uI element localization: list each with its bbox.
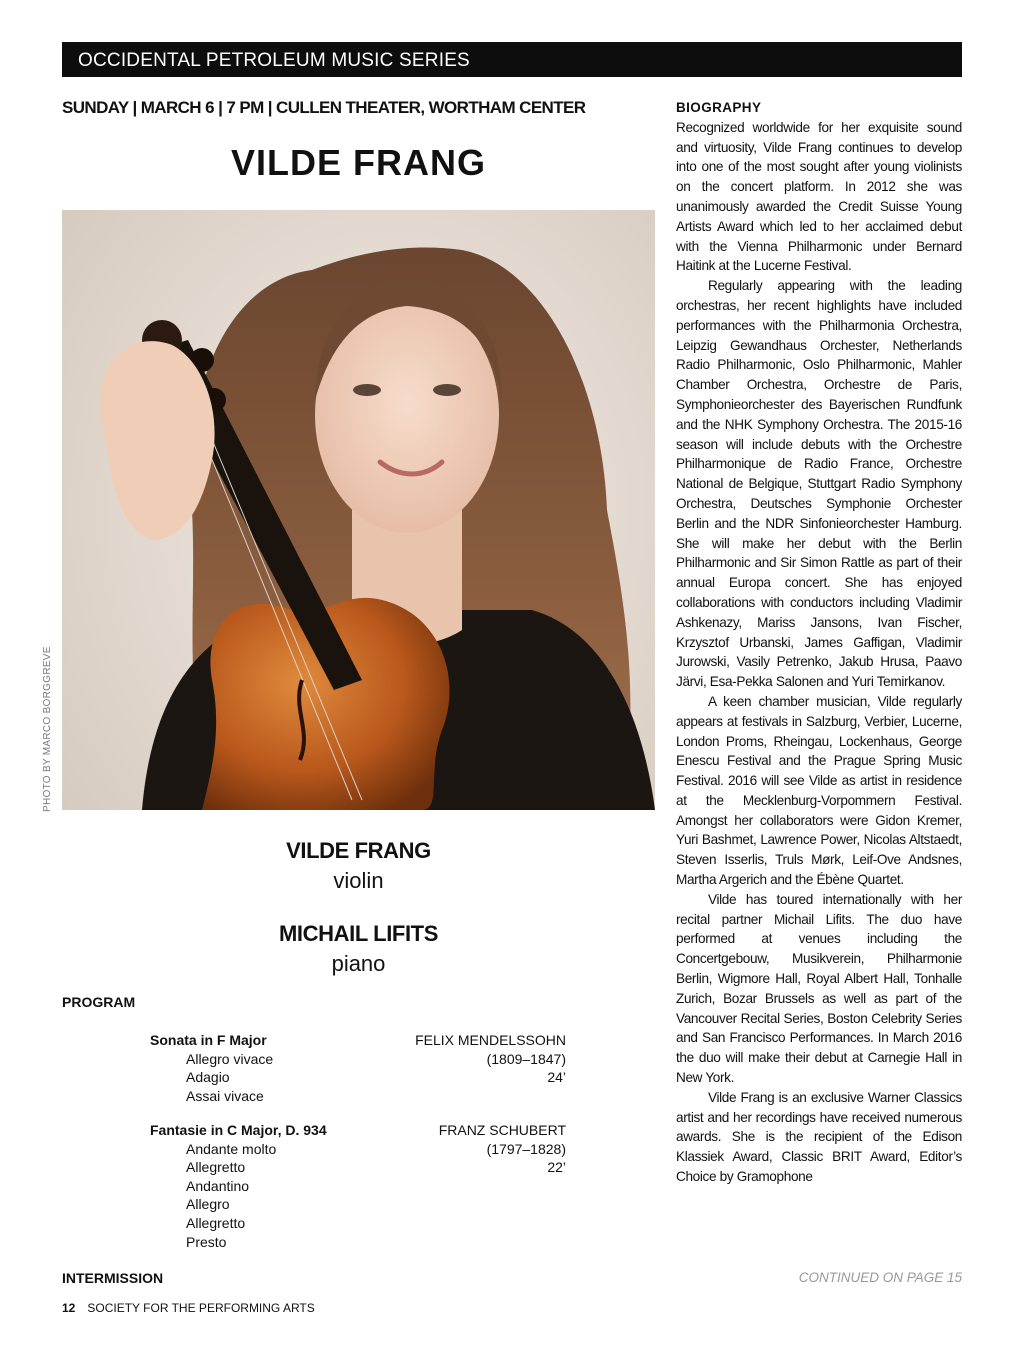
composer-dates: (1797–1828): [486, 1140, 566, 1157]
movement: Allegretto: [186, 1214, 246, 1231]
biography-paragraph: Regularly appearing with the leading orchestras, her recent highlights have included performances with the Philharmonia Orchestra, Leipzig Gewandhaus Orchester, Netherlands Radio Philharmonic, Oslo Philharmonic, Mahler Chamber Orchestra, Orchestre de Paris, Symphonieorchester des Bayerischen Rundfunk and the NHK Symphony Orchestra. The 2015-16 season will include debuts with the Orchestre Philharmonique de Radio France, Orchestre National de Belgique, Stuttgart Radio Symphony Orchestra, Deutsches Symphonie Orchester Berlin and the NDR Sinfonieorchester Hamburg. She will make her debut with the Berlin Philharmonic and Sir Simon Rattle as part of their annual Europa concert. She has enjoyed collaborations with conductors including Vladimir Ashkenazy, Mariss Jansons, Ivan Fischer, Krzysztof Urbanski, James Gaffigan, Vladimir Jurowski, Vasily Petrenko, Jakub Hrusa, Paavo Järvi, Esa-Pekka Salonen and Yuri Temirkanov.: [676, 278, 962, 690]
composer-block: [439, 1121, 566, 1177]
photo-credit: PHOTO BY MARCO BORGGREVE: [42, 646, 53, 812]
program-piece-1: [150, 1031, 566, 1105]
biography-paragraph: Vilde Frang is an exclusive Warner Classics artist and her recordings have received numerous awards. She is the recipient of the Edison Klassiek Award, Classic BRIT Award, Editor’s Choice by Gramophone: [676, 1089, 962, 1185]
biography-paragraph: Vilde has toured internationally with her recital partner Michail Lifits. The duo have performed at venues including the Concertgebouw, Musikverein, Philharmonie Berlin, Wigmore Hall, Royal Albert Hall, Tonhalle Zurich, Bozar Brussels as well as part of the Vancouver Recital Series, Boston Celebrity Series and San Francisco Performances. In March 2016 the duo will make their debut at Carnegie Hall in New York.: [676, 891, 962, 1086]
continued-link[interactable]: CONTINUED ON PAGE 15: [798, 1270, 962, 1285]
piece-duration: 24’: [547, 1069, 566, 1086]
piece-title: Sonata in F Major: [150, 1032, 267, 1048]
page-number: 12: [62, 1301, 76, 1315]
program-heading: PROGRAM: [62, 994, 136, 1010]
performer-1: [62, 838, 655, 894]
piece-title: Fantasie in C Major, D. 934: [150, 1122, 327, 1138]
movement: Adagio: [186, 1069, 230, 1086]
biography-paragraph: A keen chamber musician, Vilde regularly appears at festivals in Salzburg, Verbier, Lucerne, London Proms, Rheingau, Lockenhaus, George Enescu Festival and the Prague Spring Music Festival. 2016 will see Vilde as artist in residence at the Mecklenburg-Vorpommern Festival. Amongst her collaborators were Gidon Kremer, Yuri Bashmet, Lawrence Power, Nicolas Altstaedt, Steven Isserlis, Truls Mørk, Leif-Ove Andsnes, Martha Argerich and the Ébène Quartet.: [676, 693, 962, 888]
violinist-portrait-illustration: [62, 210, 655, 810]
composer-name: FRANZ SCHUBERT: [438, 1122, 566, 1138]
performer-name: MICHAIL LIFITS: [279, 921, 438, 946]
movement: Allegro vivace: [186, 1050, 274, 1067]
performer-instrument: piano: [331, 951, 386, 976]
piece-duration: 22’: [547, 1159, 566, 1176]
program-piece-2: [150, 1121, 566, 1251]
performer-instrument: violin: [333, 868, 384, 893]
concert-title: VILDE FRANG: [230, 142, 486, 183]
composer-dates: (1809–1847): [486, 1050, 566, 1067]
intermission-label: INTERMISSION: [62, 1270, 164, 1286]
performer-name: VILDE FRANG: [286, 838, 431, 863]
biography-column: [676, 98, 962, 1187]
artist-photo: [62, 210, 655, 810]
biography-heading: BIOGRAPHY: [676, 100, 762, 115]
composer-block: [415, 1031, 566, 1087]
movement: Allegro: [186, 1196, 230, 1213]
page-footer: [62, 1301, 315, 1315]
biography-paragraph: Recognized worldwide for her exquisite sound and virtuosity, Vilde Frang continues to develop into one of the most sought after young violinists on the concert platform. In 2012 she was unanimously awarded the Credit Suisse Young Artists Award which led to her acclaimed debut with the Vienna Philharmonic under Bernard Haitink at the Lucerne Festival.: [676, 119, 962, 274]
performer-2: [62, 921, 655, 977]
movement: Assai vivace: [186, 1087, 264, 1104]
movement: Andante molto: [186, 1140, 277, 1157]
publication-name: SOCIETY FOR THE PERFORMING ARTS: [87, 1301, 315, 1315]
movement: Presto: [186, 1233, 227, 1250]
event-details: SUNDAY | MARCH 6 | 7 PM | CULLEN THEATER, WORTHAM CENTER: [62, 98, 586, 117]
series-banner: OCCIDENTAL PETROLEUM MUSIC SERIES: [62, 42, 962, 77]
movement: Andantino: [186, 1177, 250, 1194]
composer-name: FELIX MENDELSSOHN: [415, 1032, 566, 1048]
movement: Allegretto: [186, 1159, 246, 1176]
